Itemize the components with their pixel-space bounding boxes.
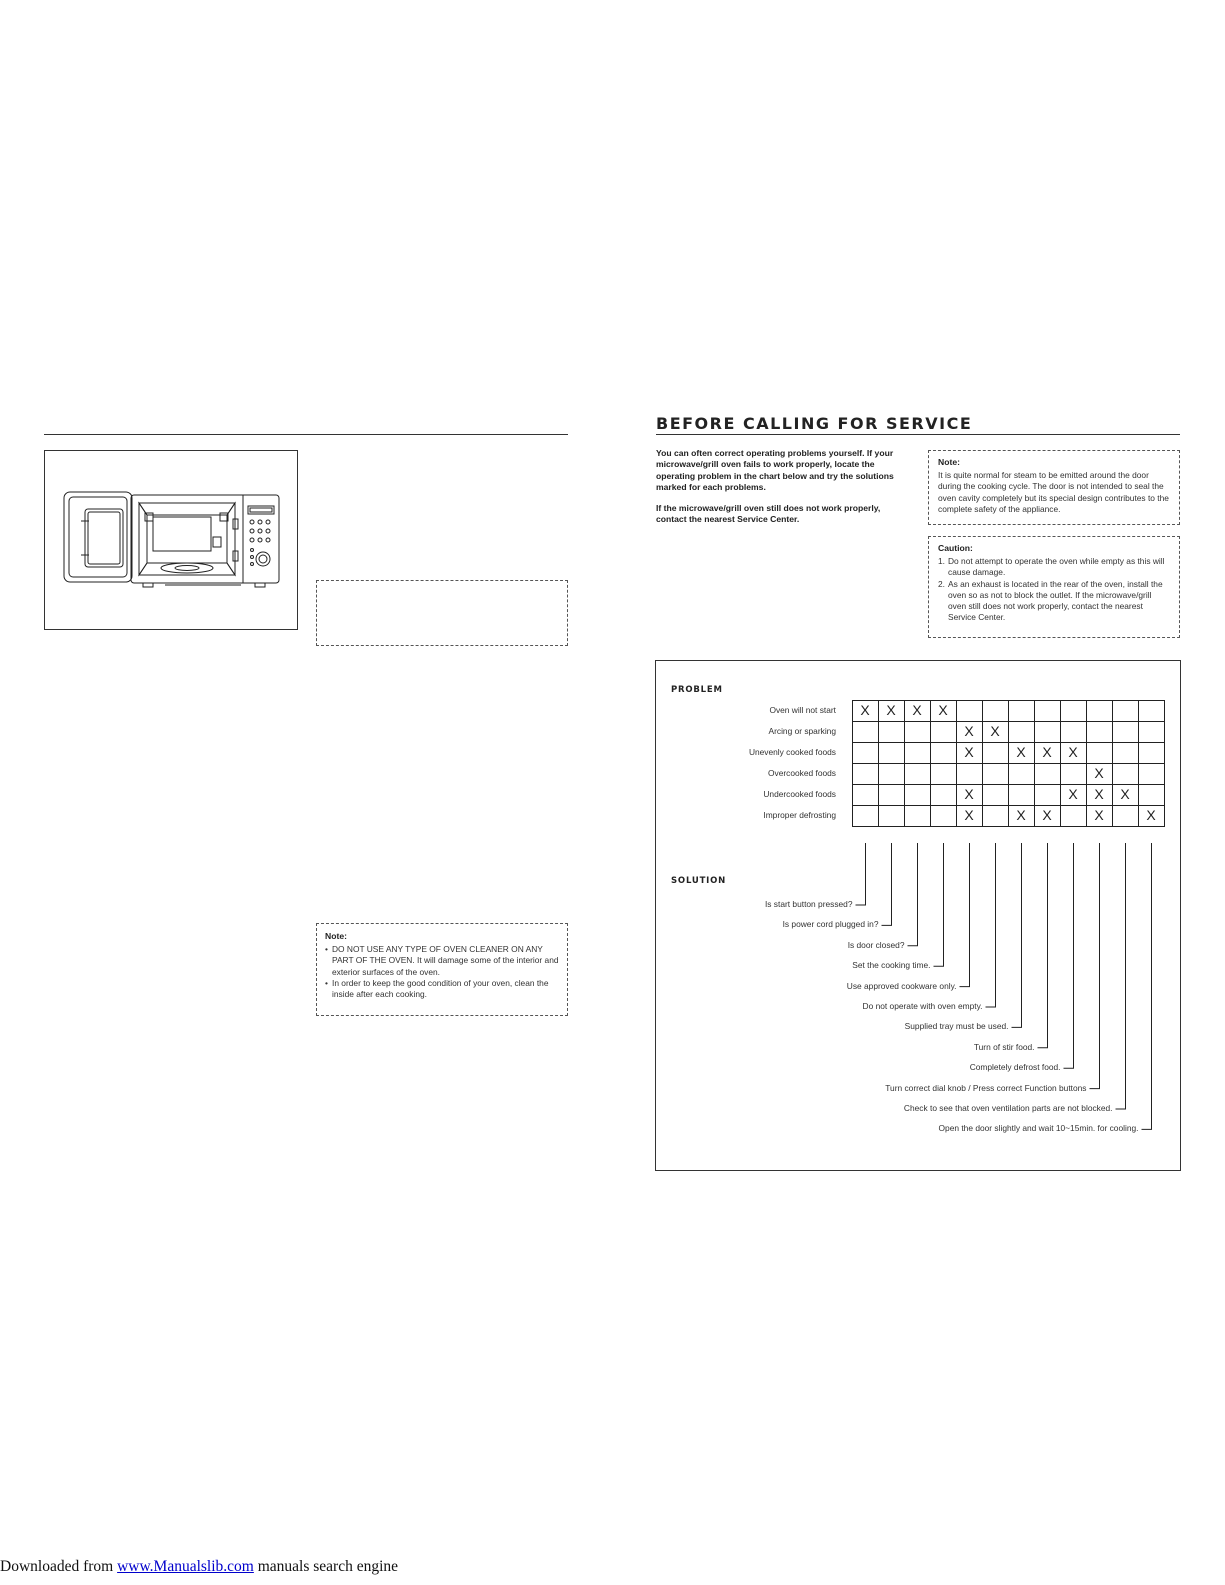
grid-cell <box>878 763 905 785</box>
caution-item: 1. Do not attempt to operate the oven while empty as this will cause damage. <box>938 556 1170 579</box>
solution-label: Is power cord plugged in? <box>782 919 879 930</box>
grid-cell <box>904 742 931 764</box>
grid-cell <box>878 742 905 764</box>
grid-cell <box>1086 742 1113 764</box>
solution-mark: X <box>1094 807 1104 823</box>
grid-cell <box>1060 721 1087 743</box>
grid-cell <box>1086 721 1113 743</box>
footer-suffix: manuals search engine <box>253 1558 399 1575</box>
grid-cell <box>1008 784 1035 806</box>
left-note-item: • In order to keep the good condition of your oven, clean the inside after each cooking. <box>325 978 559 1001</box>
right-top-rule <box>656 434 1180 435</box>
grid-cell <box>1112 805 1139 827</box>
grid-cell <box>930 721 957 743</box>
grid-cell <box>1008 700 1035 722</box>
footer <box>0 1558 398 1576</box>
solution-mark: X <box>1042 744 1052 760</box>
grid-cell <box>982 700 1009 722</box>
note-title: Note: <box>938 457 960 467</box>
grid-cell <box>878 784 905 806</box>
solution-mark: X <box>1094 786 1104 802</box>
grid-cell <box>982 805 1009 827</box>
grid-cell <box>1112 721 1139 743</box>
grid-cell <box>904 784 931 806</box>
grid-cell <box>1112 742 1139 764</box>
grid-cell <box>1034 700 1061 722</box>
solution-label: Use approved cookware only. <box>846 980 957 991</box>
grid-cell <box>1060 805 1087 827</box>
grid-cell <box>930 805 957 827</box>
solution-mark: X <box>1016 807 1026 823</box>
grid-cell <box>1060 763 1087 785</box>
problem-label: Unevenly cooked foods <box>748 747 836 757</box>
caution-title: Caution: <box>938 543 973 553</box>
grid-cell <box>852 763 879 785</box>
grid-cell <box>982 784 1009 806</box>
solution-label: Is start button pressed? <box>764 899 853 909</box>
solution-mark: X <box>1146 807 1156 823</box>
grid-cell <box>982 763 1009 785</box>
grid-cell <box>1138 742 1165 764</box>
problem-label: Undercooked foods <box>763 789 836 799</box>
grid-cell <box>904 805 931 827</box>
solution-mark: X <box>964 723 974 739</box>
grid-cell <box>1060 700 1087 722</box>
left-note-item: • DO NOT USE ANY TYPE OF OVEN CLEANER ON ANY PART OF THE OVEN. It will damage some of the interior and exterior surfaces of the oven. <box>325 944 559 978</box>
grid-cell <box>852 805 879 827</box>
solution-label: Set the cooking time. <box>852 960 931 971</box>
problem-label: Oven will not start <box>769 705 836 715</box>
grid-cell <box>1086 700 1113 722</box>
manualslib-link[interactable]: www.Manualslib.com <box>117 1558 254 1575</box>
solution-mark: X <box>990 723 1000 739</box>
solution-mark: X <box>1068 744 1078 760</box>
grid-cell <box>1138 700 1165 722</box>
solution-label: Open the door slightly and wait 10~15min. for cooling. <box>938 1123 1139 1134</box>
problem-label: Improper defrosting <box>763 810 836 820</box>
solution-heading: SOLUTION <box>671 876 727 886</box>
page-title: BEFORE CALLING FOR SERVICE <box>656 414 973 433</box>
grid-cell <box>878 805 905 827</box>
grid-cell <box>956 763 983 785</box>
grid-cell <box>1034 763 1061 785</box>
problem-label: Overcooked foods <box>768 768 836 778</box>
solution-label: Turn correct dial knob / Press correct Function buttons <box>885 1082 1087 1093</box>
solution-label: Check to see that oven ventilation parts are not blocked. <box>903 1103 1113 1113</box>
solution-label: Do not operate with oven empty. <box>862 1001 983 1011</box>
footer-prefix: Downloaded from <box>0 1558 118 1575</box>
microwave-illustration-frame <box>44 450 298 630</box>
solution-mark: X <box>1120 786 1130 802</box>
solution-mark: X <box>912 702 922 718</box>
grid-cell <box>1138 763 1165 785</box>
left-note-box <box>316 923 568 1016</box>
solution-mark: X <box>938 702 948 718</box>
steam-note-box <box>928 450 1180 525</box>
grid-cell <box>1112 700 1139 722</box>
intro-paragraph-1: You can often correct operating problems yourself. If your microwave/grill oven fails to work properly, locate the operating problem in the chart below and try the solutions marked for each problems. <box>656 448 894 492</box>
solution-label: Turn of stir food. <box>973 1041 1035 1052</box>
grid-cell <box>852 742 879 764</box>
grid-cell <box>852 784 879 806</box>
grid-cell <box>1034 784 1061 806</box>
grid-cell <box>852 721 879 743</box>
grid-cell <box>982 742 1009 764</box>
microwave-oven-icon <box>45 451 297 629</box>
solution-mark: X <box>964 807 974 823</box>
problem-heading: PROBLEM <box>671 685 723 695</box>
solution-mark: X <box>1068 786 1078 802</box>
solution-mark: X <box>964 744 974 760</box>
grid-cell <box>1138 784 1165 806</box>
solution-label: Supplied tray must be used. <box>904 1021 1009 1032</box>
caution-box <box>928 536 1180 638</box>
grid-cell <box>904 721 931 743</box>
note-text: It is quite normal for steam to be emitted around the door during the cooking cycle. The door is not intended to seal the oven cavity completely but its special design contributes to the complete safety of the appliance. <box>938 470 1169 514</box>
solution-mark: X <box>1016 744 1026 760</box>
left-note-title: Note: <box>325 931 347 941</box>
empty-note-box <box>316 580 568 646</box>
grid-cell <box>930 742 957 764</box>
solution-mark: X <box>860 702 870 718</box>
solution-label: Is door closed? <box>847 939 905 950</box>
problem-label: Arcing or sparking <box>768 726 836 736</box>
caution-item: 2. As an exhaust is located in the rear of the oven, install the oven so as not to block the outlet. If the microwave/grill oven still does not work properly, contact the nearest Service Center. <box>938 579 1170 624</box>
solution-mark: X <box>964 786 974 802</box>
left-top-rule <box>44 434 568 435</box>
grid-cell <box>930 763 957 785</box>
grid-cell <box>1008 721 1035 743</box>
solution-mark: X <box>1094 765 1104 781</box>
grid-cell <box>904 763 931 785</box>
solution-mark: X <box>886 702 896 718</box>
solution-mark: X <box>1042 807 1052 823</box>
solution-label: Completely defrost food. <box>969 1062 1061 1073</box>
grid-cell <box>1034 721 1061 743</box>
intro-paragraph-2: If the microwave/grill oven still does not work properly, contact the nearest Service Center. <box>656 503 881 525</box>
grid-cell <box>1008 763 1035 785</box>
grid-cell <box>930 784 957 806</box>
grid-cell <box>1138 721 1165 743</box>
grid-cell <box>1112 763 1139 785</box>
grid-cell <box>956 700 983 722</box>
grid-cell <box>878 721 905 743</box>
